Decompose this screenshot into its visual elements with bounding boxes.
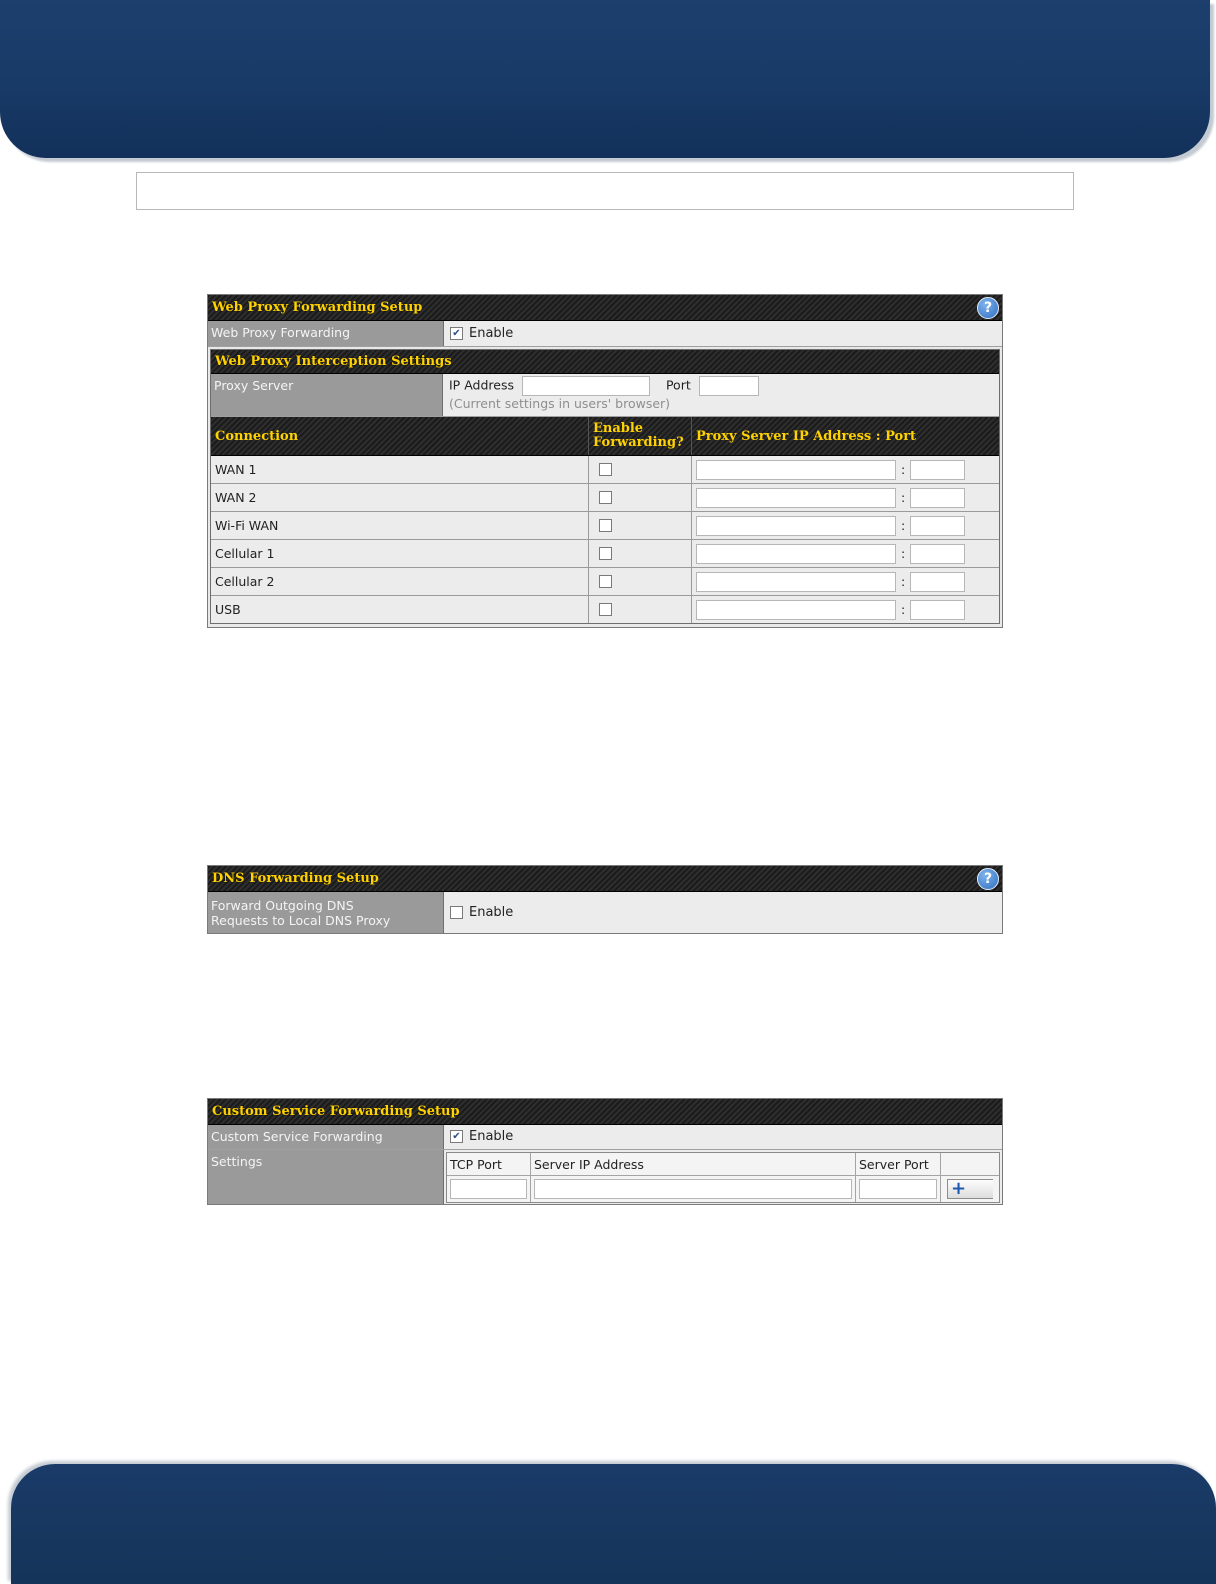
connection-name: WAN 2 <box>211 484 589 511</box>
separator: : <box>901 602 906 617</box>
col-tcp-port: TCP Port <box>447 1153 531 1175</box>
table-row <box>211 456 999 484</box>
tcp-port-input[interactable] <box>450 1179 527 1199</box>
separator: : <box>901 518 906 533</box>
col-connection: Connection <box>211 417 589 455</box>
connection-name: Cellular 2 <box>211 568 589 595</box>
enable-forwarding-checkbox[interactable] <box>599 463 612 476</box>
web-proxy-forwarding-row <box>208 321 1002 347</box>
address-cell <box>692 456 999 483</box>
proxy-ip-field[interactable] <box>696 516 896 536</box>
ip-address-label: IP Address <box>449 377 514 393</box>
table-row <box>211 512 999 540</box>
dns-label-line1: Forward Outgoing DNS <box>211 898 354 913</box>
interception-panel <box>210 349 1000 624</box>
col-server-ip: Server IP Address <box>531 1153 856 1175</box>
proxy-port-field[interactable] <box>910 600 965 620</box>
server-port-cell <box>856 1176 941 1202</box>
help-icon[interactable]: ? <box>977 868 999 890</box>
port-label: Port <box>665 377 691 393</box>
server-ip-input[interactable] <box>534 1179 852 1199</box>
dns-label-line2: Requests to Local DNS Proxy <box>211 913 391 928</box>
proxy-port-field[interactable] <box>910 544 965 564</box>
custom-service-title: Custom Service Forwarding Setup <box>212 1104 460 1119</box>
col-server-port: Server Port <box>856 1153 941 1175</box>
enable-cell <box>589 540 692 567</box>
custom-service-enable-cell <box>444 1125 1002 1149</box>
web-proxy-enable-label: Enable <box>469 326 514 341</box>
custom-service-table-header <box>447 1153 999 1176</box>
web-proxy-enable-cell <box>444 321 1002 346</box>
custom-service-forwarding-label: Custom Service Forwarding <box>208 1125 444 1149</box>
dns-forward-row <box>208 892 1002 933</box>
custom-service-input-row <box>447 1176 999 1202</box>
custom-service-panel <box>207 1098 1003 1205</box>
proxy-ip-input[interactable] <box>522 376 650 396</box>
dns-title: DNS Forwarding Setup <box>212 871 379 886</box>
proxy-port-input[interactable] <box>699 376 759 396</box>
tcp-port-cell <box>447 1176 531 1202</box>
enable-cell <box>589 596 692 623</box>
separator: : <box>901 546 906 561</box>
enable-cell <box>589 568 692 595</box>
separator: : <box>901 462 906 477</box>
web-proxy-panel <box>207 294 1003 628</box>
connection-table-header <box>211 417 999 456</box>
proxy-hint: (Current settings in users' browser) <box>449 396 671 411</box>
connection-name: Wi-Fi WAN <box>211 512 589 539</box>
proxy-port-field[interactable] <box>910 516 965 536</box>
proxy-port-field[interactable] <box>910 572 965 592</box>
enable-forwarding-checkbox[interactable] <box>599 547 612 560</box>
proxy-port-field[interactable] <box>910 488 965 508</box>
col-enable-forwarding: Enable Forwarding? <box>589 417 692 455</box>
enable-forwarding-checkbox[interactable] <box>599 575 612 588</box>
enable-forwarding-checkbox[interactable] <box>599 519 612 532</box>
table-row <box>211 484 999 512</box>
settings-label: Settings <box>208 1150 444 1204</box>
proxy-server-row <box>211 374 999 417</box>
dns-forward-label <box>208 892 444 933</box>
separator: : <box>901 574 906 589</box>
address-cell <box>692 512 999 539</box>
proxy-ip-field[interactable] <box>696 572 896 592</box>
address-cell <box>692 596 999 623</box>
web-proxy-forwarding-label: Web Proxy Forwarding <box>208 321 444 346</box>
col-proxy-address: Proxy Server IP Address : Port <box>696 428 917 444</box>
custom-service-table <box>446 1152 1000 1203</box>
proxy-server-label: Proxy Server <box>211 374 443 416</box>
connection-name: WAN 1 <box>211 456 589 483</box>
connection-table-body <box>211 456 999 623</box>
bottom-banner <box>11 1464 1216 1584</box>
address-cell <box>692 540 999 567</box>
web-proxy-enable-checkbox[interactable]: ✔ <box>450 327 463 340</box>
add-button[interactable]: + <box>947 1179 993 1199</box>
help-icon[interactable]: ? <box>977 297 999 319</box>
dns-panel <box>207 865 1003 934</box>
connection-name: Cellular 1 <box>211 540 589 567</box>
proxy-server-inputs <box>449 376 993 396</box>
top-banner <box>0 0 1210 158</box>
dns-enable-label: Enable <box>469 905 514 920</box>
enable-cell <box>589 484 692 511</box>
table-row <box>211 540 999 568</box>
col-action <box>941 1153 999 1175</box>
web-proxy-title-bar <box>208 295 1002 321</box>
table-row <box>211 568 999 596</box>
address-cell <box>692 568 999 595</box>
custom-service-title-bar <box>208 1099 1002 1125</box>
enable-cell <box>589 456 692 483</box>
connection-name: USB <box>211 596 589 623</box>
settings-row <box>208 1150 1002 1204</box>
custom-service-enable-checkbox[interactable]: ✔ <box>450 1130 463 1143</box>
server-ip-cell <box>531 1176 856 1202</box>
server-port-input[interactable] <box>859 1179 937 1199</box>
settings-cell <box>444 1150 1002 1204</box>
interception-title-bar <box>211 350 999 374</box>
proxy-ip-field[interactable] <box>696 460 896 480</box>
custom-service-forwarding-row <box>208 1125 1002 1150</box>
proxy-port-field[interactable] <box>910 460 965 480</box>
interception-title: Web Proxy Interception Settings <box>215 354 452 369</box>
table-row <box>211 596 999 623</box>
dns-enable-cell <box>444 892 1002 933</box>
proxy-ip-field[interactable] <box>696 488 896 508</box>
custom-service-enable-label: Enable <box>469 1129 514 1144</box>
dns-enable-checkbox[interactable] <box>450 906 463 919</box>
dns-title-bar <box>208 866 1002 892</box>
proxy-ip-field[interactable] <box>696 600 896 620</box>
header-box <box>136 172 1074 210</box>
enable-forwarding-checkbox[interactable] <box>599 603 612 616</box>
add-cell <box>941 1176 999 1202</box>
web-proxy-title: Web Proxy Forwarding Setup <box>212 300 423 315</box>
separator: : <box>901 490 906 505</box>
proxy-server-cell <box>443 374 999 416</box>
enable-cell <box>589 512 692 539</box>
proxy-ip-field[interactable] <box>696 544 896 564</box>
address-cell <box>692 484 999 511</box>
enable-forwarding-checkbox[interactable] <box>599 491 612 504</box>
